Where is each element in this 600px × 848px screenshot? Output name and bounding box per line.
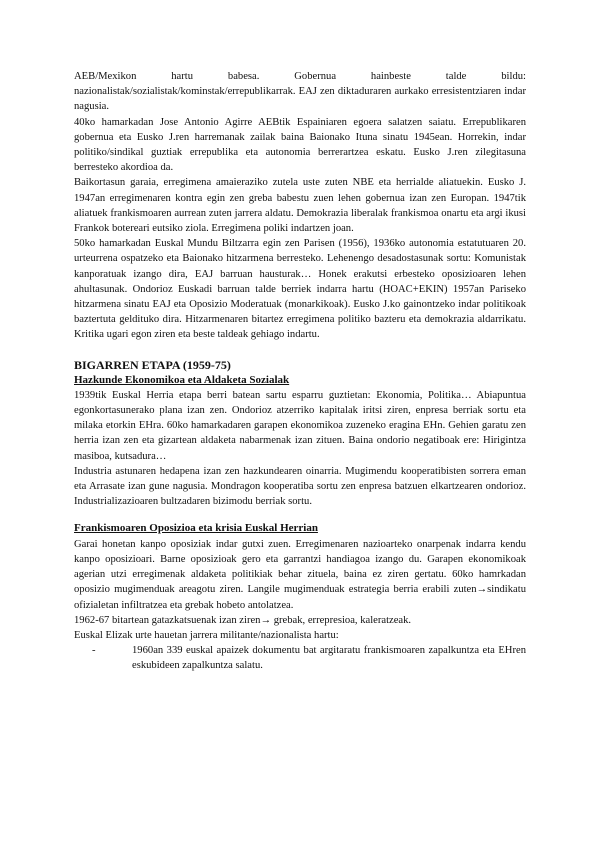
section-subheading: Frankismoaren Oposizioa eta krisia Euskal Herrian — [74, 522, 318, 535]
paragraph: Garai honetan kanpo oposiziak indar gutxi zuen. Erregimenaren nazioarteko onarpenak indarra kendu kanpo oposizioari. Barne oposizioak gero eta garrantzi handiagoa izango du. Garapen ekonomikoak agerian utzi erregimenak aldaketa politikiak behar zituela, baina ez ziren gertatu. 60ko hamrkadan oposizio mugimenduak areagotu ziren. Langile mugimenduak estrategia berria erabili zuten→sindikatu ofizialetan infiltratzea eta grebak hobeto antolatzea. — [74, 538, 526, 611]
list-dash: - — [92, 645, 96, 657]
list-item — [74, 643, 526, 673]
paragraph: 40ko hamarkadan Jose Antonio Agirre AEBtik Espainiaren egoera salatzen saiatu. Errepublikaren gobernua eta Eusko J.ren harremanak zailak baina Baionako Ituna sinatu 1945ean. Horrekin, indar politiko/sindikal guztiak errepublika eta autonomia berrerartzea eskatu. Eusko J.ren zilegitasuna berresteko akordioa da. — [74, 116, 526, 174]
paragraph: Euskal Elizak urte hauetan jarrera militante/nazionalista hartu: — [74, 629, 339, 641]
paragraph: 1939tik Euskal Herria etapa berri batean sartu esparru guztietan: Ekonomia, Politika… Abiapuntua egonkortasunerako plana izan zen. Ondorioz atzerriko kapitalak iritsi ziren, enpresa berriak sortu eta milaka etorkin EHra. 60ko hamarkadaren garapen ekonomikoa zuzeneko eragina EHn. Gehien garatu zen herria izan zen eta gizartean aldaketa nabarmenak izan zituen. Baina ondorio negatiboak ere: Hirigintza masiboa, kutsadura… — [74, 389, 526, 462]
paragraph: Baikortasun garaia, erregimena amaieraziko zutela uste zuten NBE eta herrialde aliatuekin. Eusko J. 1947an erregimenaren kontra egin zen greba babestu zuen lehen gobernua izan zen Europan. 1947tik aliatuek frankismoaren aurrean zuten jarrera aldatu. Demokrazia liberalak frankismoa onartu eta argi ikusi Frankok botereari eutsiko ziola. Erregimena poliki indartzen joan. — [74, 177, 526, 235]
paragraph: Industria astunaren hedapena izan zen hazkundearen oinarria. Mugimendu kooperatibisten sorrera eman eta Arrasate izan gune nagusia. Mondragon kooperatiba sortu zen enpresa batzuen elkartzearen ondorioz. Industrializazioaren bultzadaren bizimodu berriak sortu. — [74, 465, 526, 508]
document-body — [74, 69, 526, 674]
paragraph: 50ko hamarkadan Euskal Mundu Biltzarra egin zen Parisen (1956), 1936ko autonomia estatutuaren 20. urteurrena ospatzeko eta Baionako hitzarmena berresteko. Lehenengo desadostasunak sortu: Komunistak kanporatuak izango dira, EAJ barruan hausturak… Honek erakutsi erbesteko oposizioaren lehen ahultasunak. Ondorioz Euskadi barruan talde berriek indarra hartu (HOAC+EKIN) 1957an Pariseko hitzarmena sinatu EAJ eta Oposizio Moderatuak (monarkikoak). Eusko J.ko gainontzeko indar politikoak baztertuta geldituko dira. Hitzarmenaren bitartez erregimena politiko bazteru eta demokrazia aldarrikatu. Kritika ugari egon ziren eta beste taldeak gehiago indartu. — [74, 238, 526, 341]
paragraph: 1962-67 bitartean gatazkatsuenak izan ziren→ grebak, errepresioa, kaleratzeak. — [74, 614, 412, 626]
spacer — [74, 509, 526, 521]
section-subheading: Hazkunde Ekonomikoa eta Aldaketa Sozialak — [74, 373, 290, 386]
paragraph: AEB/Mexikon hartu babesa. Gobernua hainbeste talde bildu: nazionalistak/sozialistak/kominstak/errepublikarrak. EAJ zen diktaduraren aurkako erresistentziaren indar nagusia. — [74, 71, 526, 113]
section-heading: BIGARREN ETAPA (1959-75) — [74, 357, 231, 372]
bullet-list — [74, 643, 526, 673]
list-item-text: 1960an 339 euskal apaizek dokumentu bat argitaratu frankismoaren zapalkuntza eta EHren eskubideen zapalkuntza salatu. — [132, 645, 526, 672]
